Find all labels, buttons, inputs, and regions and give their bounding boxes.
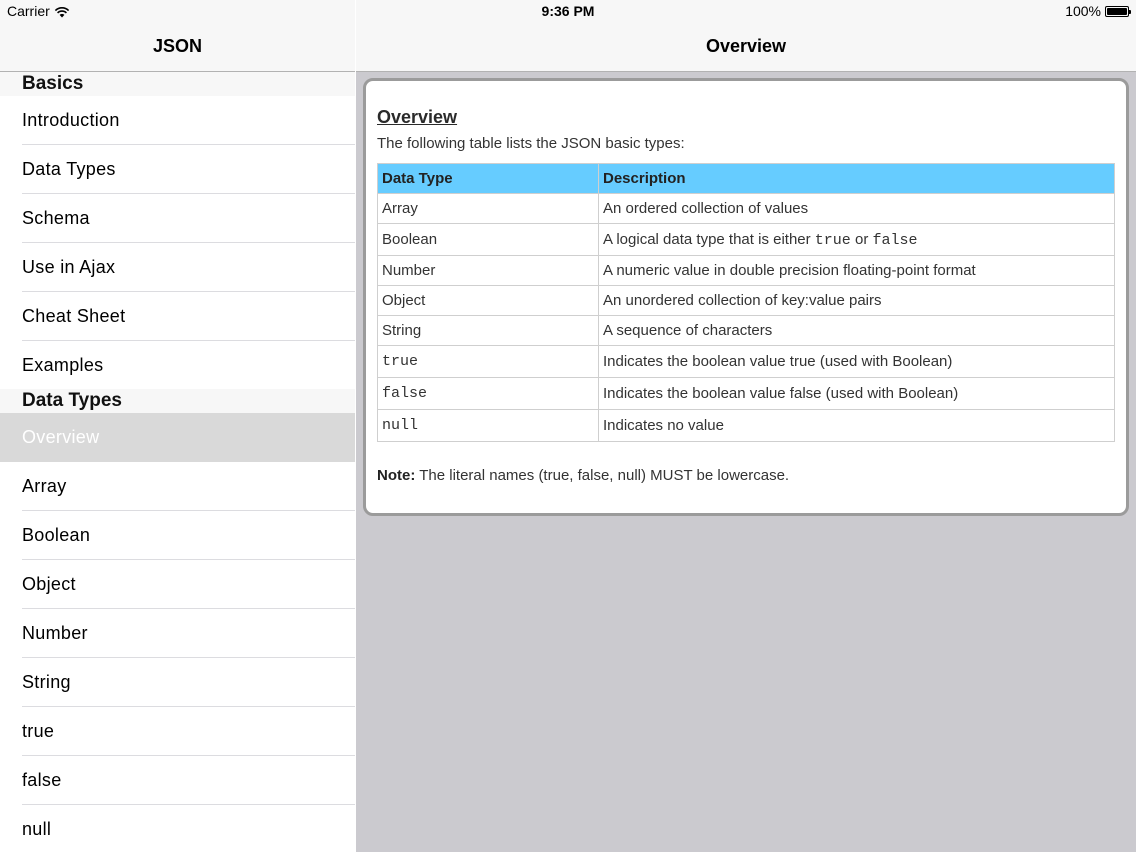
status-time: 9:36 PM xyxy=(541,3,595,19)
cell-description: A numeric value in double precision floating-point format xyxy=(599,256,1115,286)
list-item-number[interactable]: Number xyxy=(0,609,355,658)
header-data-type: Data Type xyxy=(378,164,599,194)
cell-type: Object xyxy=(378,286,599,316)
content-heading: Overview xyxy=(377,107,458,127)
cell-description: A sequence of characters xyxy=(599,316,1115,346)
code-false: false xyxy=(872,231,918,249)
types-table xyxy=(377,163,1115,442)
table-row xyxy=(378,286,1115,316)
list-item-boolean[interactable]: Boolean xyxy=(0,511,355,560)
status-bar xyxy=(0,0,1136,22)
note-paragraph xyxy=(377,467,1116,484)
table-row xyxy=(378,410,1115,442)
description-text: or xyxy=(850,230,873,248)
cell-type: Array xyxy=(378,194,599,224)
cell-type: String xyxy=(378,316,599,346)
cell-type: true xyxy=(378,346,599,378)
list-item-overview[interactable]: Overview xyxy=(0,413,355,462)
battery-percentage: 100% xyxy=(1065,3,1101,19)
carrier-label: Carrier xyxy=(7,3,50,19)
list-item-cheat-sheet[interactable]: Cheat Sheet xyxy=(0,292,355,341)
detail-pane xyxy=(356,0,1136,852)
note-label: Note: xyxy=(377,467,416,484)
status-right xyxy=(1065,3,1129,19)
cell-type: false xyxy=(378,378,599,410)
table-row xyxy=(378,194,1115,224)
content-card xyxy=(363,78,1129,516)
cell-description xyxy=(599,224,1115,256)
table-row xyxy=(378,256,1115,286)
master-title: JSON xyxy=(152,36,203,56)
list-item-object[interactable]: Object xyxy=(0,560,355,609)
table-row xyxy=(378,346,1115,378)
list-item-use-in-ajax[interactable]: Use in Ajax xyxy=(0,243,355,292)
list-item-string[interactable]: String xyxy=(0,658,355,707)
cell-type: null xyxy=(378,410,599,442)
cell-description: Indicates no value xyxy=(599,410,1115,442)
code-true: true xyxy=(814,231,851,249)
table-header-row xyxy=(378,164,1115,194)
list-item-array[interactable]: Array xyxy=(0,462,355,511)
cell-type: Boolean xyxy=(378,224,599,256)
cell-type: Number xyxy=(378,256,599,286)
list-item-data-types[interactable]: Data Types xyxy=(0,145,355,194)
note-text: The literal names (true, false, null) MUST be lowercase. xyxy=(415,467,790,484)
cell-description: Indicates the boolean value true (used with Boolean) xyxy=(599,346,1115,378)
table-row xyxy=(378,316,1115,346)
section-header-data-types: Data Types xyxy=(0,389,355,413)
list-item-false[interactable]: false xyxy=(0,756,355,805)
cell-description: An unordered collection of key:value pairs xyxy=(599,286,1115,316)
table-row xyxy=(378,224,1115,256)
cell-description: An ordered collection of values xyxy=(599,194,1115,224)
list-item-examples[interactable]: Examples xyxy=(0,341,355,390)
header-description: Description xyxy=(599,164,1115,194)
list-item-true[interactable]: true xyxy=(0,707,355,756)
section-header-basics: Basics xyxy=(0,72,355,96)
list-item-schema[interactable]: Schema xyxy=(0,194,355,243)
wifi-icon xyxy=(54,5,70,17)
intro-text: The following table lists the JSON basic types: xyxy=(377,135,685,152)
list-item-introduction[interactable]: Introduction xyxy=(0,96,355,145)
description-text: A logical data type that is either xyxy=(603,230,815,248)
status-left xyxy=(7,3,70,19)
list-item-null[interactable]: null xyxy=(0,805,355,852)
battery-icon xyxy=(1105,6,1129,17)
cell-description: Indicates the boolean value false (used with Boolean) xyxy=(599,378,1115,410)
table-row xyxy=(378,378,1115,410)
detail-title: Overview xyxy=(705,36,787,56)
master-pane xyxy=(0,0,355,852)
